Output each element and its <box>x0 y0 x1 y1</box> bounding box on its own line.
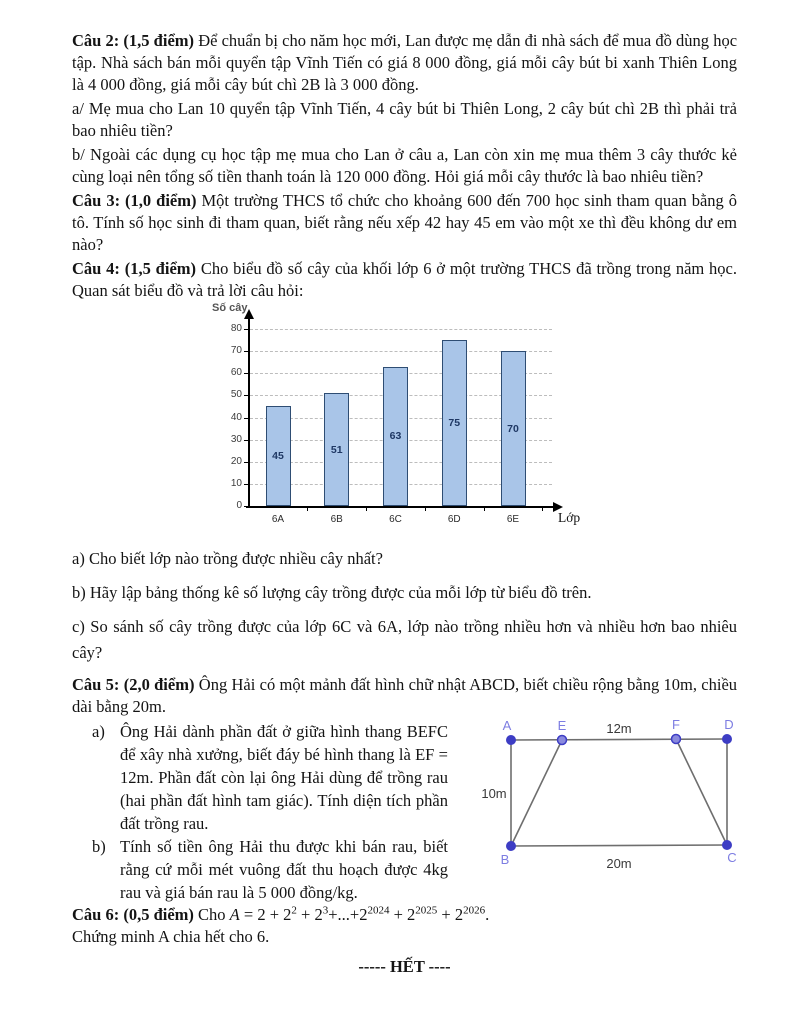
question-2b: b/ Ngoài các dụng cụ học tập mẹ mua cho Lan ở câu a, Lan còn xin mẹ mua thêm 3 cây thước kẻ cùng loại nên tổng số tiền thanh toán là 120 000 đồng. Hỏi giá mỗi cây thước là bao nhiêu tiền? <box>72 145 737 186</box>
chart-bar <box>442 340 467 506</box>
question-6-formula <box>198 905 489 924</box>
formula-segment: 2 <box>291 904 297 917</box>
chart-bar-value: 75 <box>448 417 461 430</box>
formula-segment: = 2 + 2 <box>239 905 292 924</box>
diagram-point-A <box>506 735 516 745</box>
question-5b <box>72 835 448 904</box>
question-4-subquestions <box>72 546 737 666</box>
diagram-label-E: E <box>557 718 567 733</box>
question-6-label: Câu 6: (0,5 điểm) <box>72 905 194 924</box>
question-5a-marker: a) <box>92 722 105 741</box>
question-4a: a) Cho biết lớp nào trồng được nhiều cây nhất? <box>72 549 383 568</box>
formula-segment: . <box>485 905 490 924</box>
chart-ytick-label: 60 <box>230 367 242 379</box>
formula-segment: 3 <box>322 904 329 917</box>
question-3-label: Câu 3: (1,0 điểm) <box>72 191 197 210</box>
chart-xtick-label: 6B <box>330 514 343 525</box>
end-marker: ----- HẾT ---- <box>358 957 451 976</box>
diagram-side-AD <box>511 739 727 740</box>
question-4 <box>72 258 737 302</box>
chart-x-axis-arrow <box>553 502 563 512</box>
question-4c: c) So sánh số cây trồng được của lớp 6C và 6A, lớp nào trồng nhiều hơn và nhiều hơn bao nhiêu cây? <box>72 617 737 662</box>
diagram-segment-BE <box>511 740 562 846</box>
diagram-label-B: B <box>500 852 510 867</box>
diagram-side-BC <box>511 845 727 846</box>
chart-x-axis-label: Lớp <box>558 510 581 525</box>
diagram-dim-top: 12m <box>606 721 632 736</box>
chart-bar <box>324 393 349 506</box>
question-6-line2: Chứng minh A chia hết cho 6. <box>72 927 270 946</box>
chart-xtick-label: 6E <box>506 514 520 525</box>
chart-bar-value: 45 <box>272 450 284 463</box>
question-5-text: Ông Hải có một mảnh đất hình chữ nhật ABCD, biết chiều rộng bằng 10m, chiều dài bằng 20m. <box>72 675 738 716</box>
formula-segment: + 2 <box>296 905 323 924</box>
question-2-text: Để chuẩn bị cho năm học mới, Lan được mẹ dẫn đi nhà sách để mua đồ dùng học tập. Nhà sách bán mỗi quyển tập Vĩnh Tiến có giá 8 000 đồng, giá mỗi cây bút bi xanh Thiên Long là 4 000 đồng, giá mỗi cây bút chì 2B là 3 000 đồng. <box>72 31 738 94</box>
chart-xtick-label: 6A <box>271 514 285 525</box>
diagram-point-B <box>506 841 516 851</box>
formula-segment: + 2 <box>389 905 416 924</box>
chart-ytick-label: 50 <box>230 389 242 401</box>
diagram-point-D <box>722 734 732 744</box>
question-5-subquestions <box>72 720 448 904</box>
chart-bar <box>266 406 291 506</box>
question-4b: b) Hãy lập bảng thống kê số lượng cây trồng được của mỗi lớp từ biểu đồ trên. <box>72 583 592 602</box>
chart-bar <box>501 351 526 506</box>
question-5-label: Câu 5: (2,0 điểm) <box>72 675 195 694</box>
question-5a <box>72 720 448 835</box>
formula-segment: 2026 <box>463 904 486 917</box>
chart-bar-value: 63 <box>389 430 402 443</box>
question-6-line1 <box>72 904 737 926</box>
question-6 <box>72 904 737 948</box>
question-2-label: Câu 2: (1,5 điểm) <box>72 31 195 50</box>
question-3-text: Một trường THCS tổ chức cho khoảng 600 đến 700 học sinh tham quan bằng ô tô. Tính số học sinh đi tham quan, biết rằng nếu xếp 42 hay 45 em vào một xe thì đều không dư em nào? <box>72 191 738 254</box>
chart-bar <box>383 367 408 506</box>
formula-segment: Cho <box>198 905 230 924</box>
chart-xtick-label: 6D <box>447 514 461 525</box>
diagram-label-D: D <box>724 717 734 732</box>
chart-x-axis <box>246 506 554 508</box>
diagram-dim-left: 10m <box>481 786 507 801</box>
chart-y-axis <box>248 318 250 508</box>
question-5-row <box>72 717 737 904</box>
chart-xtick-label: 6C <box>389 514 402 525</box>
chart-ytick-label: 20 <box>230 455 242 467</box>
chart-ytick-label: 10 <box>230 477 242 489</box>
chart-gridline <box>250 329 552 330</box>
formula-segment: 2025 <box>415 904 438 917</box>
question-5b-marker: b) <box>92 837 106 856</box>
question-2a: a/ Mẹ mua cho Lan 10 quyển tập Vĩnh Tiến, 4 cây bút bi Thiên Long, 2 cây bút chì 2B thì phải trả bao nhiêu tiền? <box>72 99 737 140</box>
diagram-segment-CF <box>676 739 727 845</box>
question-4-label: Câu 4: (1,5 điểm) <box>72 259 197 278</box>
diagram-label-C: C <box>727 850 737 865</box>
formula-segment: + 2 <box>437 905 464 924</box>
chart-y-axis-label: Số cây <box>212 302 248 314</box>
diagram-dim-bottom: 20m <box>606 856 632 871</box>
question-2 <box>72 30 737 96</box>
diagram-point-F <box>672 735 681 744</box>
formula-segment: A <box>229 905 240 924</box>
diagram-label-F: F <box>672 717 680 732</box>
question-5b-text: Tính số tiền ông Hải thu được khi bán rau, biết rằng cứ mỗi mét vuông đất thu hoạch được 4kg rau và giá bán rau là 5 000 đồng/kg. <box>120 837 448 902</box>
question-5a-text: Ông Hải dành phần đất ở giữa hình thang BEFC để xây nhà xưởng, biết đáy bé hình thang là EF = 12m. Phần đất còn lại ông Hải dùng để trồng rau (hai phần đất hình tam giác). Tính diện tích phần đất trồng rau. <box>120 722 448 833</box>
formula-segment: 2024 <box>367 904 390 917</box>
chart-ytick-label: 80 <box>230 323 242 334</box>
chart-bar-value: 51 <box>330 443 343 456</box>
chart-ytick-label: 30 <box>230 433 242 445</box>
diagram-point-E <box>558 736 567 745</box>
chart-y-axis-arrow <box>244 309 254 319</box>
chart-ytick-label: 40 <box>230 411 242 423</box>
bar-chart <box>198 304 590 538</box>
diagram-label-A: A <box>502 718 512 733</box>
formula-segment: +...+2 <box>328 905 368 924</box>
chart-ytick-label: 70 <box>230 345 242 357</box>
chart-bar-value: 70 <box>507 422 519 435</box>
chart-ytick-label: 0 <box>236 500 242 511</box>
question-3 <box>72 190 737 256</box>
diagram-point-C <box>722 840 732 850</box>
question-4-text: Cho biểu đồ số cây của khối lớp 6 ở một trường THCS đã trồng trong năm học. Quan sát biểu đồ và trả lời câu hỏi: <box>72 259 737 300</box>
land-diagram <box>454 704 746 880</box>
